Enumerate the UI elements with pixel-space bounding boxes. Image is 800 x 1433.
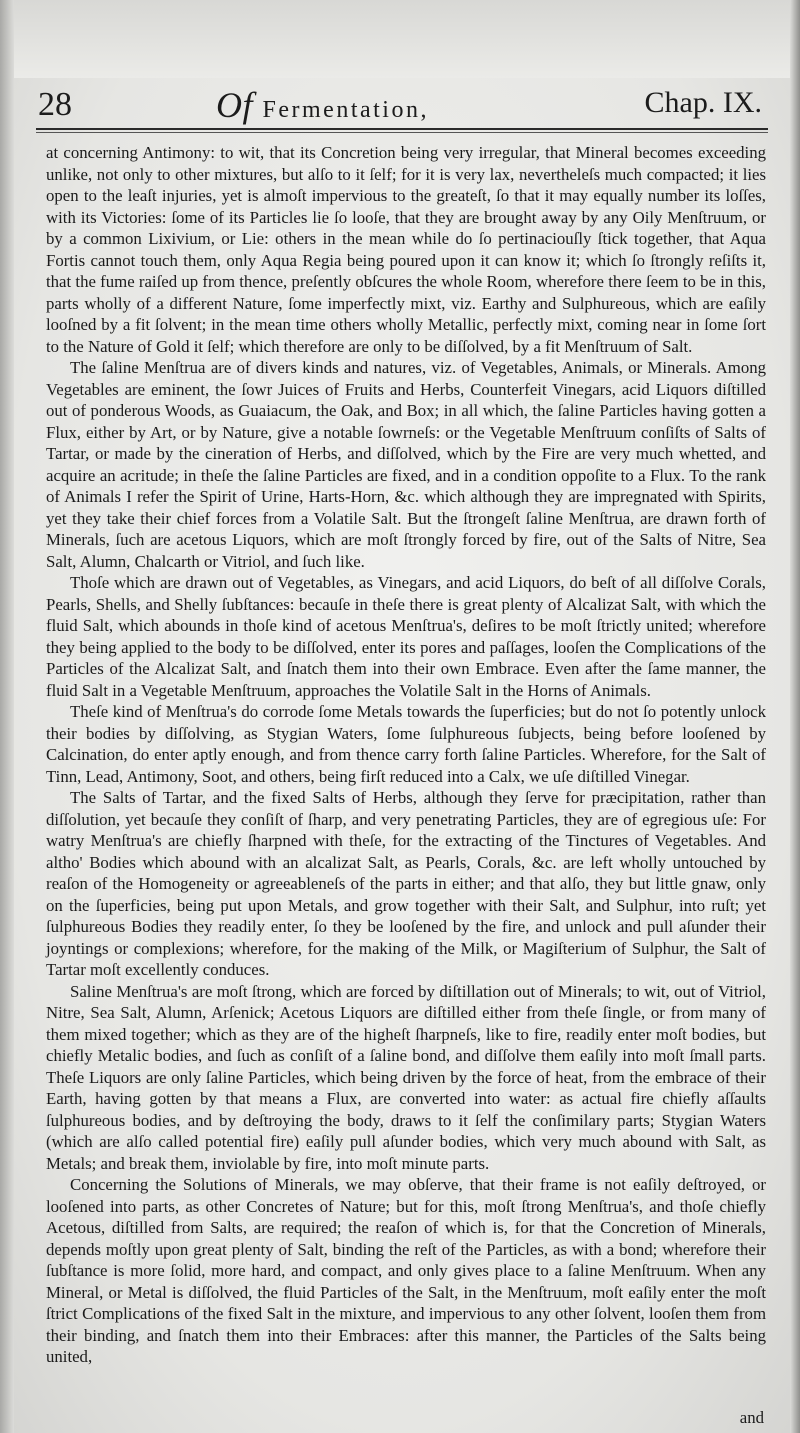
page-right-edge [790,0,800,1433]
header-rule-thin [36,132,768,133]
paragraph: Concerning the Solutions of Minerals, we may obſerve, that their frame is not eaſily deſtroyed, or looſened into parts, as other Concretes of Nature; but for this, moſt ſtrong Menſtrua's, and thoſe chiefly Acetous, diſtilled from Salts, are required; the reaſon of which is, for that the Concretion of Minerals, depends moſtly upon great plenty of Salt, binding the reſt of the Particles, as with a bond; wherefore their ſubſtance is more ſolid, more hard, and compact, and only gives place to a ſaline Menſtruum. When any Mineral, or Metal is diſſolved, the fluid Particles of the Salt, in the Menſtruum, moſt eaſily enter the moſt ſtrict Complications of the fixed Salt in the mixture, and impervious to any other ſolvent, looſen them from their binding, and ſnatch them into their Embraces: after this manner, the Particles of the Salts being united, [46,1175,766,1366]
catchword: and [739,1408,764,1427]
paragraph: at concerning Antimony: to wit, that its Concretion being very irregular, that Mineral becomes exceeding unlike, not only to other mixtures, but alſo to it ſelf; for it is very lax, nevertheleſs much compacted; it lies open to the leaſt injuries, yet is almoſt impervious to the greateſt, ſo that it may equally number its loſſes, with its Victories: ſome of its Particles lie ſo looſe, that they are brought away by any Oily Menſtruum, or by a common Lixivium, or Lie: others in the mean while do ſo pertinaciouſly ſtick together, that Aqua Fortis cannot touch them, only Aqua Regia being poured upon it can know it; which ſo ſtrongly reſiſts it, that the fume raiſed up from thence, preſently obſcures the whole Room, wherefore there ſeem to be in this, parts wholly of a different Nature, ſome imperfectly mixt, viz. Earthy and Sulphureous, which are eaſily looſned by a fit ſolvent; in the mean time others wholly Metallic, perfectly mixt, coming near in ſome ſort to the Nature of Gold it ſelf; which therefore are only to be diſſolved, by a fit Menſtruum of Salt. [46,143,766,356]
header-rule [36,128,768,130]
body-text [46,142,766,1368]
running-title [216,84,429,126]
page-top-margin [0,0,800,78]
paragraph: The ſaline Menſtrua are of divers kinds and natures, viz. of Vegetables, Animals, or Minerals. Among Vegetables are eminent, the ſowr Juices of Fruits and Herbs, Counterfeit Vinegars, acid Liquors diſtilled out of ponderous Woods, as Guaiacum, the Oak, and Box; in all which, the ſaline Particles having gotten a Flux, either by Art, or by Nature, give a notable ſowrneſs: or the Vegetable Menſtruum conſiſts of Salts of Tartar, or made by the cineration of Herbs, and diſſolved, which by the Fire are very much whetted, and acquire an acritude; in theſe the ſaline Particles are fixed, and in a condition oppoſite to a Flux. To the rank of Animals I refer the Spirit of Urine, Harts-Horn, &c. which although they are impregnated with Spirits, yet they take their chief forces from a Volatile Salt. But the ſtrongeſt ſaline Menſtrua, are drawn forth of Minerals, ſuch are acetous Liquors, which are moſt ſtrongly forced by fire, out of the Salts of Nitre, Sea Salt, Alumn, Chalcarth or Vitriol, and ſuch like. [46,358,766,571]
chapter-label: Chap. IX. [644,86,762,119]
page-left-edge [0,0,14,1433]
running-header [36,84,768,126]
paragraph: The Salts of Tartar, and the fixed Salts of Herbs, although they ſerve for præcipitation, rather than diſſolution, yet becauſe they conſiſt of ſharp, and very penetrating Particles, they are of egregious uſe: For watry Menſtrua's are chiefly ſharpned with theſe, for the extracting of the Tinctures of Vegetables. And altho' Bodies which abound with an alcalizat Salt, as Pearls, Corals, &c. are left wholly untouched by reaſon of the Homogeneity or agreeableneſs of the parts in either; and that alſo, they but little gnaw, only on the ſuperficies, being put upon Metals, and grow together with their Salt, and Sulphur, into ruſt; yet ſulphureous Bodies they readily enter, ſo they be looſened by the fire, and unlock and pull aſunder their joyntings or complexions; wherefore, for the making of the Milk, or Magiſterium of Sulphur, the Salt of Tartar moſt excellently conduces. [46,788,766,979]
running-title-of: Of [216,85,253,125]
page-number: 28 [38,86,72,123]
paragraph: Thoſe which are drawn out of Vegetables, as Vinegars, and acid Liquors, do beſt of all diſſolve Corals, Pearls, Shells, and Shelly ſubſtances: becauſe in theſe there is great plenty of Alcalizat Salt, with which the fluid Salt, which abounds in thoſe kind of acetous Menſtrua's, deſires to be moſt ſtrictly united; wherefore they being applied to the body to be diſſolved, enter its pores and paſſages, looſen the Complications of the Particles of the Alcalizat Salt, and ſnatch them into their own Embrace. Even after the ſame manner, the fluid Salt in a Vegetable Menſtruum, approaches the Volatile Salt in the Horns of Animals. [46,573,766,700]
paragraph: Saline Menſtrua's are moſt ſtrong, which are forced by diſtillation out of Minerals; to wit, out of Vitriol, Nitre, Sea Salt, Alumn, Arſenick; Acetous Liquors are diſtilled either from theſe ſingle, or from many of them mixed together; which as they are of the higheſt ſharpneſs, like to fire, readily enter moſt bodies, but chiefly Metalic bodies, and ſuch as conſiſt of a ſaline bond, and diſſolve them eaſily into moſt ſmall parts. Theſe Liquors are only ſaline Particles, which being driven by the force of heat, from the embrace of their Earth, having gotten by that means a Flux, are converted into water: as actual fire chiefly aſſaults ſulphureous bodies, and by deſtroying the body, draws to it ſelf the conſimilary parts; Stygian Waters (which are alſo called potential fire) eaſily pull aſunder bodies, which very much abound with Salt, as Metals; and break them, inviolable by fire, into moſt minute parts. [46,981,766,1173]
paragraph: Theſe kind of Menſtrua's do corrode ſome Metals towards the ſuperficies; but do not ſo potently unlock their bodies by diſſolving, as Stygian Waters, ſome ſulphureous ſubjects, being before looſened by Calcination, do enter aptly enough, and from thence carry forth ſaline Particles. Wherefore, for the Salt of Tinn, Lead, Antimony, Soot, and others, being firſt reduced into a Calx, we uſe diſtilled Vinegar. [46,702,766,786]
running-title-word: Fermentation, [262,97,429,123]
